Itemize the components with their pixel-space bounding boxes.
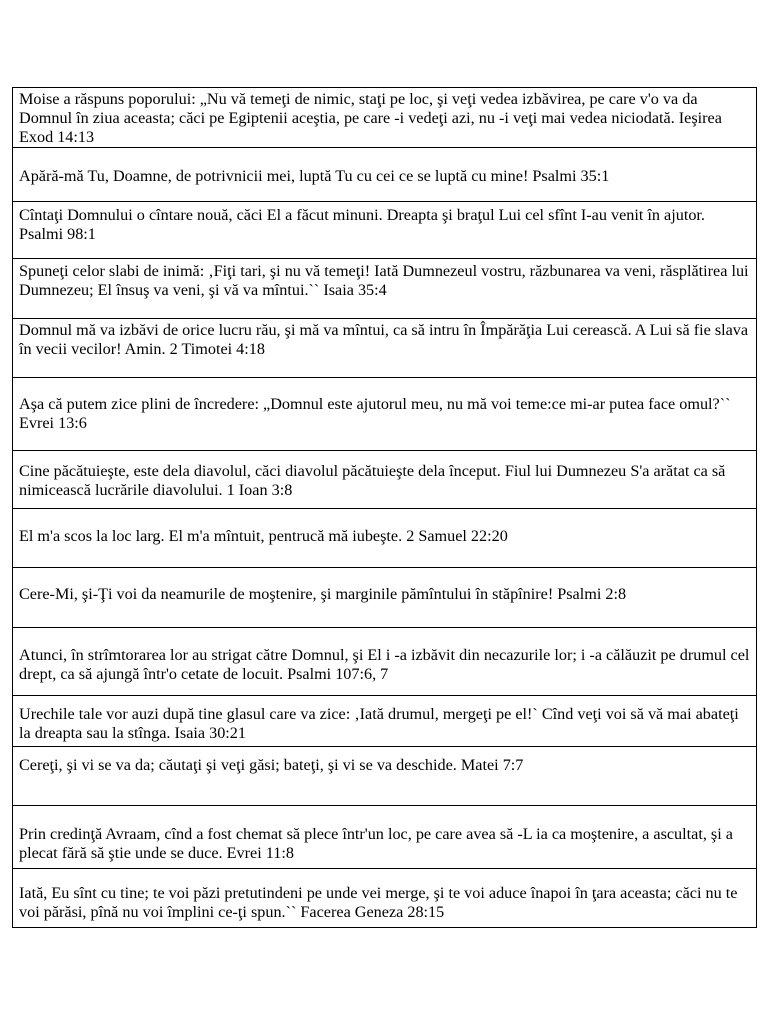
verse-text: Atunci, în strîmtorarea lor au strigat către Domnul, şi El i -a izbăvit din necazurile lor; i -a călăuzit pe drumul cel drept, ca să ajungă într'o cetate de locuit. Psalmi 107:6, 7 bbox=[19, 646, 750, 683]
verse-text: El m'a scos la loc larg. El m'a mîntuit, pentrucă mă iubeşte. 2 Samuel 22:20 bbox=[19, 527, 508, 545]
verse-row bbox=[12, 201, 757, 259]
verse-row bbox=[12, 318, 757, 378]
verse-row bbox=[12, 627, 757, 696]
verse-row bbox=[12, 805, 757, 869]
verse-row bbox=[12, 258, 757, 319]
verse-text: Cine păcătuieşte, este dela diavolul, căci diavolul păcătuieşte dela început. Fiul lui Dumnezeu S'a arătat ca să nimicească lucrările diavolului. 1 Ioan 3:8 bbox=[19, 462, 726, 499]
verse-row bbox=[12, 450, 757, 509]
verse-row bbox=[12, 377, 757, 451]
verse-row bbox=[12, 746, 757, 806]
verse-text: Aşa că putem zice plini de încredere: „Domnul este ajutorul meu, nu mă voi teme:ce mi-ar putea face omul?`` Evrei 13:6 bbox=[19, 395, 731, 432]
verse-text: Apără-mă Tu, Doamne, de potrivnicii mei, luptă Tu cu cei ce se luptă cu mine! Psalmi 35:1 bbox=[19, 167, 610, 185]
verse-row bbox=[12, 567, 757, 628]
verse-text: Cîntaţi Domnului o cîntare nouă, căci El a făcut minuni. Dreapta şi braţul Lui cel sfînt I-au venit în ajutor. Psalmi 98:1 bbox=[19, 206, 705, 243]
verse-text: Spuneţi celor slabi de inimă: ‚Fiţi tari, şi nu vă temeţi! Iată Dumnezeul vostru, răzbunarea va veni, răsplătirea lui Dumnezeu; El însuş va veni, şi vă va mîntui.`` Isaia 35:4 bbox=[19, 262, 749, 299]
verse-text: Cere-Mi, şi-Ţi voi da neamurile de moştenire, şi marginile pămîntului în stăpînire! Psalmi 2:8 bbox=[19, 585, 627, 603]
verse-row bbox=[12, 508, 757, 568]
verse-row bbox=[12, 87, 757, 148]
verse-table bbox=[12, 87, 757, 928]
verse-text: Cereţi, şi vi se va da; căutaţi şi veţi găsi; bateţi, şi vi se va deschide. Matei 7:7 bbox=[19, 756, 524, 774]
verse-text: Iată, Eu sînt cu tine; te voi păzi pretutindeni pe unde vei merge, şi te voi aduce înapoi în ţara aceasta; căci nu te voi părăsi, pînă nu voi împlini ce-ţi spun.`` Facerea Geneza 28:15 bbox=[19, 884, 738, 921]
verse-text: Domnul mă va izbăvi de orice lucru rău, şi mă va mîntui, ca să intru în Împărăţia Lui cerească. A Lui să fie slava în vecii vecilor! Amin. 2 Timotei 4:18 bbox=[19, 321, 749, 358]
verse-text: Moise a răspuns poporului: „Nu vă temeţi de nimic, staţi pe loc, şi veţi vedea izbăvirea, pe care v'o va da Domnul în ziua aceasta; căci pe Egiptenii aceştia, pe care -i vedeţi azi, nu -i veţi mai vedea niciodată. Ieşirea Exod 14:13 bbox=[19, 90, 722, 146]
verse-row bbox=[12, 868, 757, 928]
verse-row bbox=[12, 695, 757, 747]
verse-row bbox=[12, 147, 757, 202]
verse-text: Urechile tale vor auzi după tine glasul care va zice: ‚Iată drumul, mergeţi pe el!` Cînd veţi voi să vă mai abateţi la dreapta sau la stînga. Isaia 30:21 bbox=[19, 705, 739, 742]
verse-text: Prin credinţă Avraam, cînd a fost chemat să plece într'un loc, pe care avea să -L ia ca moştenire, a ascultat, şi a plecat fără să ştie unde se duce. Evrei 11:8 bbox=[19, 825, 733, 862]
